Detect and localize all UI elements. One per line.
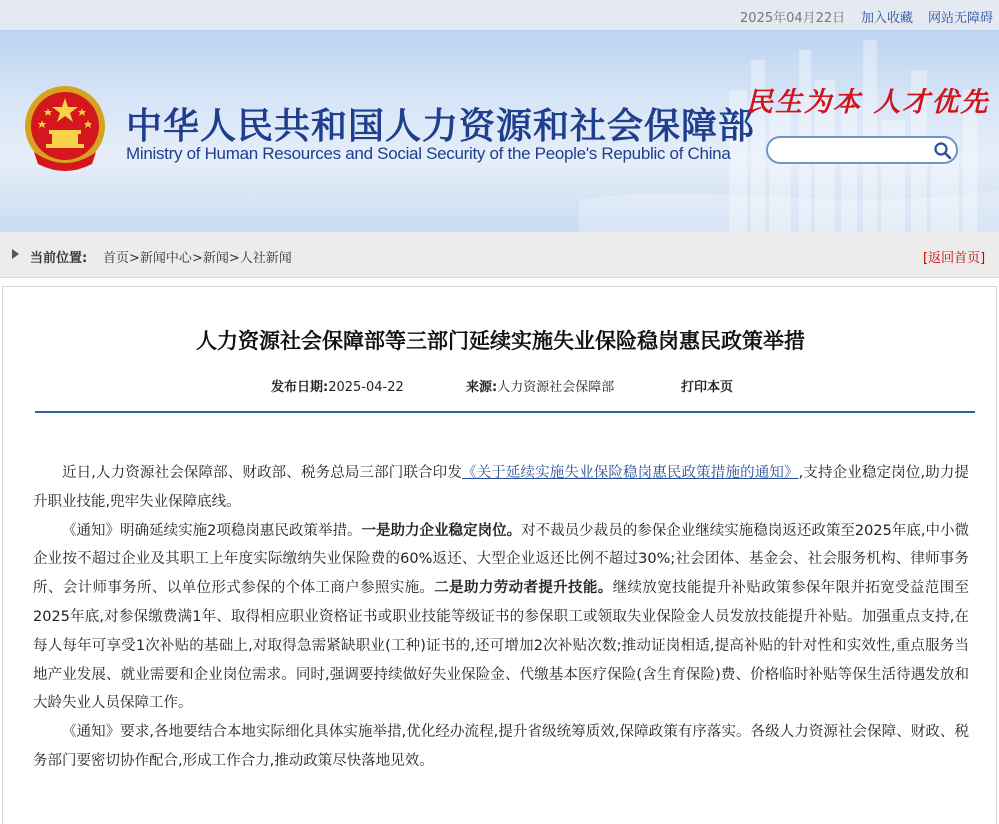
breadcrumb-arrow-icon [12,249,19,259]
publish-date-value: 2025-04-22 [328,380,404,395]
breadcrumb-news[interactable]: 新闻 [202,251,229,266]
top-utility-bar [0,0,999,30]
site-title-chinese: 中华人民共和国人力资源和社会保障部 [126,106,756,147]
national-emblem-logo [22,82,108,178]
current-date: 2025年04月22日 [740,11,846,26]
paragraph-text: 对不裁员少裁员的参保企业继续实施稳岗返还政策至2025年底,中小微企业按不超过企业及其职工上年度实际缴纳失业保险费的60%返还、大型企业返还比例不超过30%;社会团体、基金会、社会服务机构、律师事务所、会计师事务所、以单位形式参保的个体工商户参照实施。 [33,522,969,597]
paragraph-text: 继续放宽技能提升补贴政策参保年限并拓宽受益范围至2025年底,对参保缴费满1年、取得相应职业资格证书或职业技能等级证书的参保职工或领取失业保险金人员发放技能提升补贴。加强重点支持,在每人每年可享受1次补贴的基础上,对取得急需紧缺职业(工种)证书的,还可增加2次补贴次数;推动证岗相适,提高补贴的针对性和实效性,重点服务当地产业发展、就业需要和企业岗位需求。同时,强调要持续做好失业保险金、代缴基本医疗保险(含生育保险)费、价格临时补贴等保生活待遇发放和大龄失业人员保障工作。 [33,580,970,712]
site-title-english: Ministry of Human Resources and Social Security of the People's Republic of China [126,144,731,163]
site-header-banner [0,30,999,232]
breadcrumb-label: 当前位置: [30,251,88,266]
source-label: 来源: [466,380,498,395]
breadcrumb-separator: > [191,251,203,266]
bold-point-1: 一是助力企业稳定岗位。 [361,522,522,539]
bold-point-2: 二是助力劳动者提升技能。 [434,580,613,597]
breadcrumb-separator: > [228,251,240,266]
search-box[interactable] [766,136,958,164]
paragraph-1 [33,459,969,517]
breadcrumb [103,247,292,266]
breadcrumb-separator: > [129,251,140,266]
source-value: 人力资源社会保障部 [497,380,615,395]
paragraph-2 [33,517,969,719]
add-favorite-link[interactable]: 加入收藏 [861,11,914,26]
breadcrumb-news-center[interactable]: 新闻中心 [139,251,192,266]
search-icon[interactable] [933,141,953,161]
breadcrumb-bar [0,232,999,278]
article-title: 人力资源社会保障部等三部门延续实施失业保险稳岗惠民政策举措 [196,329,805,353]
accessibility-link[interactable]: 网站无障碍 [928,11,994,26]
article-source [466,376,614,395]
publish-date-label: 发布日期: [271,380,329,395]
paragraph-3: 《通知》要求,各地要结合本地实际细化具体实施举措,优化经办流程,提升省级统筹质效,保障政策有序落实。各级人力资源社会保障、财政、税务部门要密切协作配合,形成工作合力,推动政策尽快落地见效。 [33,724,969,769]
print-page-link[interactable]: 打印本页 [681,380,734,395]
paragraph-text: 《通知》明确延续实施2项稳岗惠民政策举措。 [62,522,362,539]
paragraph-text: ,支持企业稳定岗位,助力提升职业技能,兜牢失业保障底线。 [33,465,970,510]
title-divider [35,411,975,413]
article-body [33,459,969,776]
search-input[interactable] [778,141,928,159]
back-to-home-link[interactable]: [返回首页] [923,251,986,266]
article-panel [2,286,997,824]
publish-date [271,376,404,395]
breadcrumb-hrss-news[interactable]: 人社新闻 [239,251,292,266]
paragraph-text: 近日,人力资源社会保障部、财政部、税务总局三部门联合印发 [62,465,462,481]
breadcrumb-home[interactable]: 首页 [103,251,130,266]
notice-document-link[interactable]: 《关于延续实施失业保险稳岗惠民政策措施的通知》 [461,465,799,481]
calligraphy-slogan: 民生为本 人才优先 [746,87,990,118]
